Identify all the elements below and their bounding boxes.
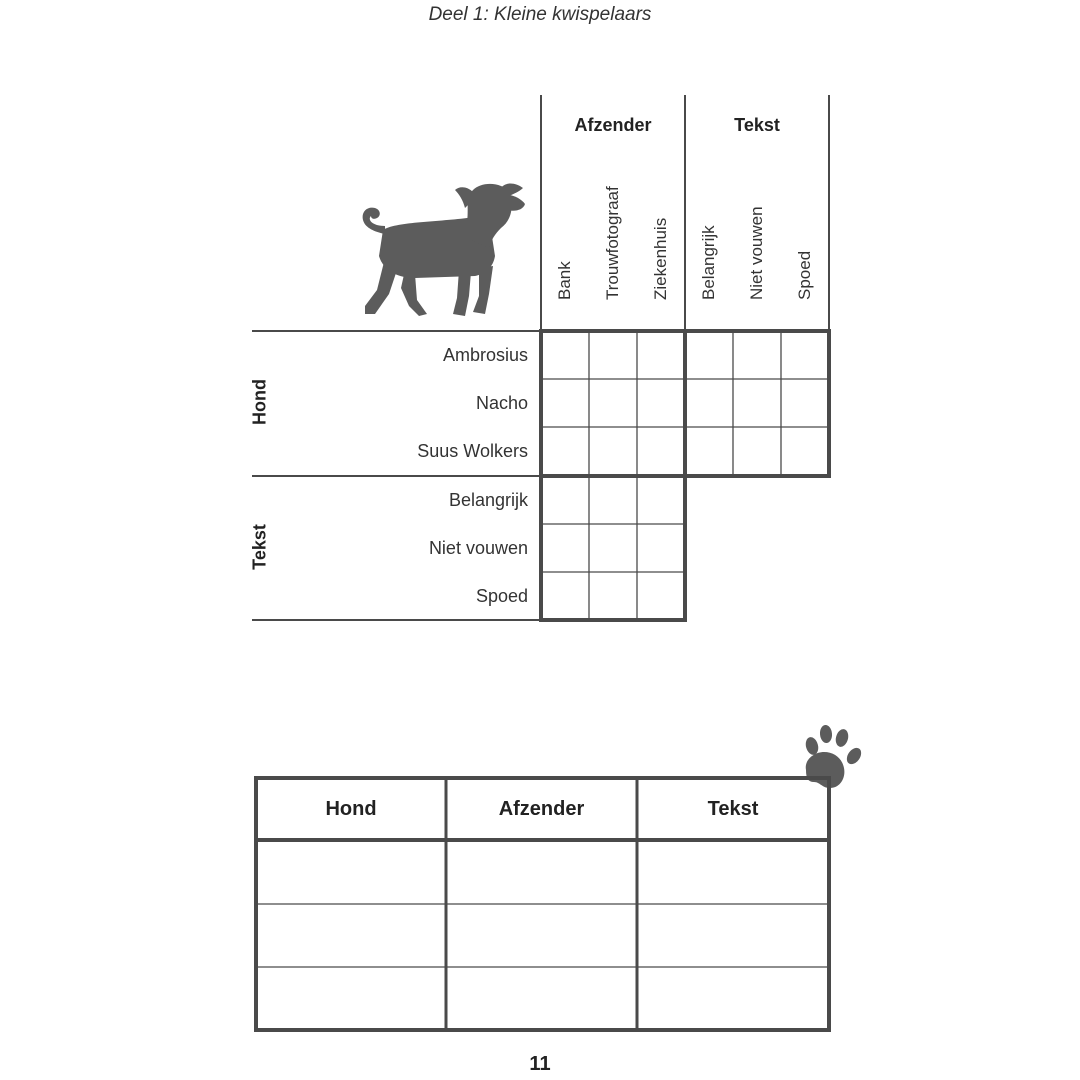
answer-cell[interactable] [637,905,829,967]
page-subtitle: Deel 1: Kleine kwispelaars [428,4,652,25]
column-group-header-sender: Afzender [574,115,652,135]
row-group-label-text: Tekst [249,524,270,570]
column-label: Ziekenhuis [651,217,670,300]
answer-cell[interactable] [446,905,637,967]
column-label: Belangrijk [699,225,718,300]
answer-cell[interactable] [637,841,829,903]
row-label: Nacho [475,393,528,413]
answer-header-dog: Hond [325,798,377,820]
column-group-header-text: Tekst [734,115,780,135]
answer-cell[interactable] [256,841,446,903]
answer-cell[interactable] [446,841,637,903]
answer-header-sender: Afzender [498,798,585,820]
row-label: Ambrosius [442,345,528,365]
page-number: 11 [529,1053,551,1075]
answer-cell[interactable] [446,968,637,1030]
answer-header-text: Tekst [707,798,759,820]
column-label: Niet vouwen [747,206,766,300]
answer-cell[interactable] [256,905,446,967]
row-label: Spoed [475,586,528,606]
row-label: Suus Wolkers [417,441,528,461]
answer-cell[interactable] [637,968,829,1030]
row-label: Niet vouwen [428,538,528,558]
row-group-label-dog: Hond [249,379,270,425]
row-label: Belangrijk [448,490,528,510]
column-label: Bank [555,261,574,300]
column-label: Spoed [795,250,814,300]
answer-cell[interactable] [256,968,446,1030]
column-label: Trouwfotograaf [603,186,622,300]
